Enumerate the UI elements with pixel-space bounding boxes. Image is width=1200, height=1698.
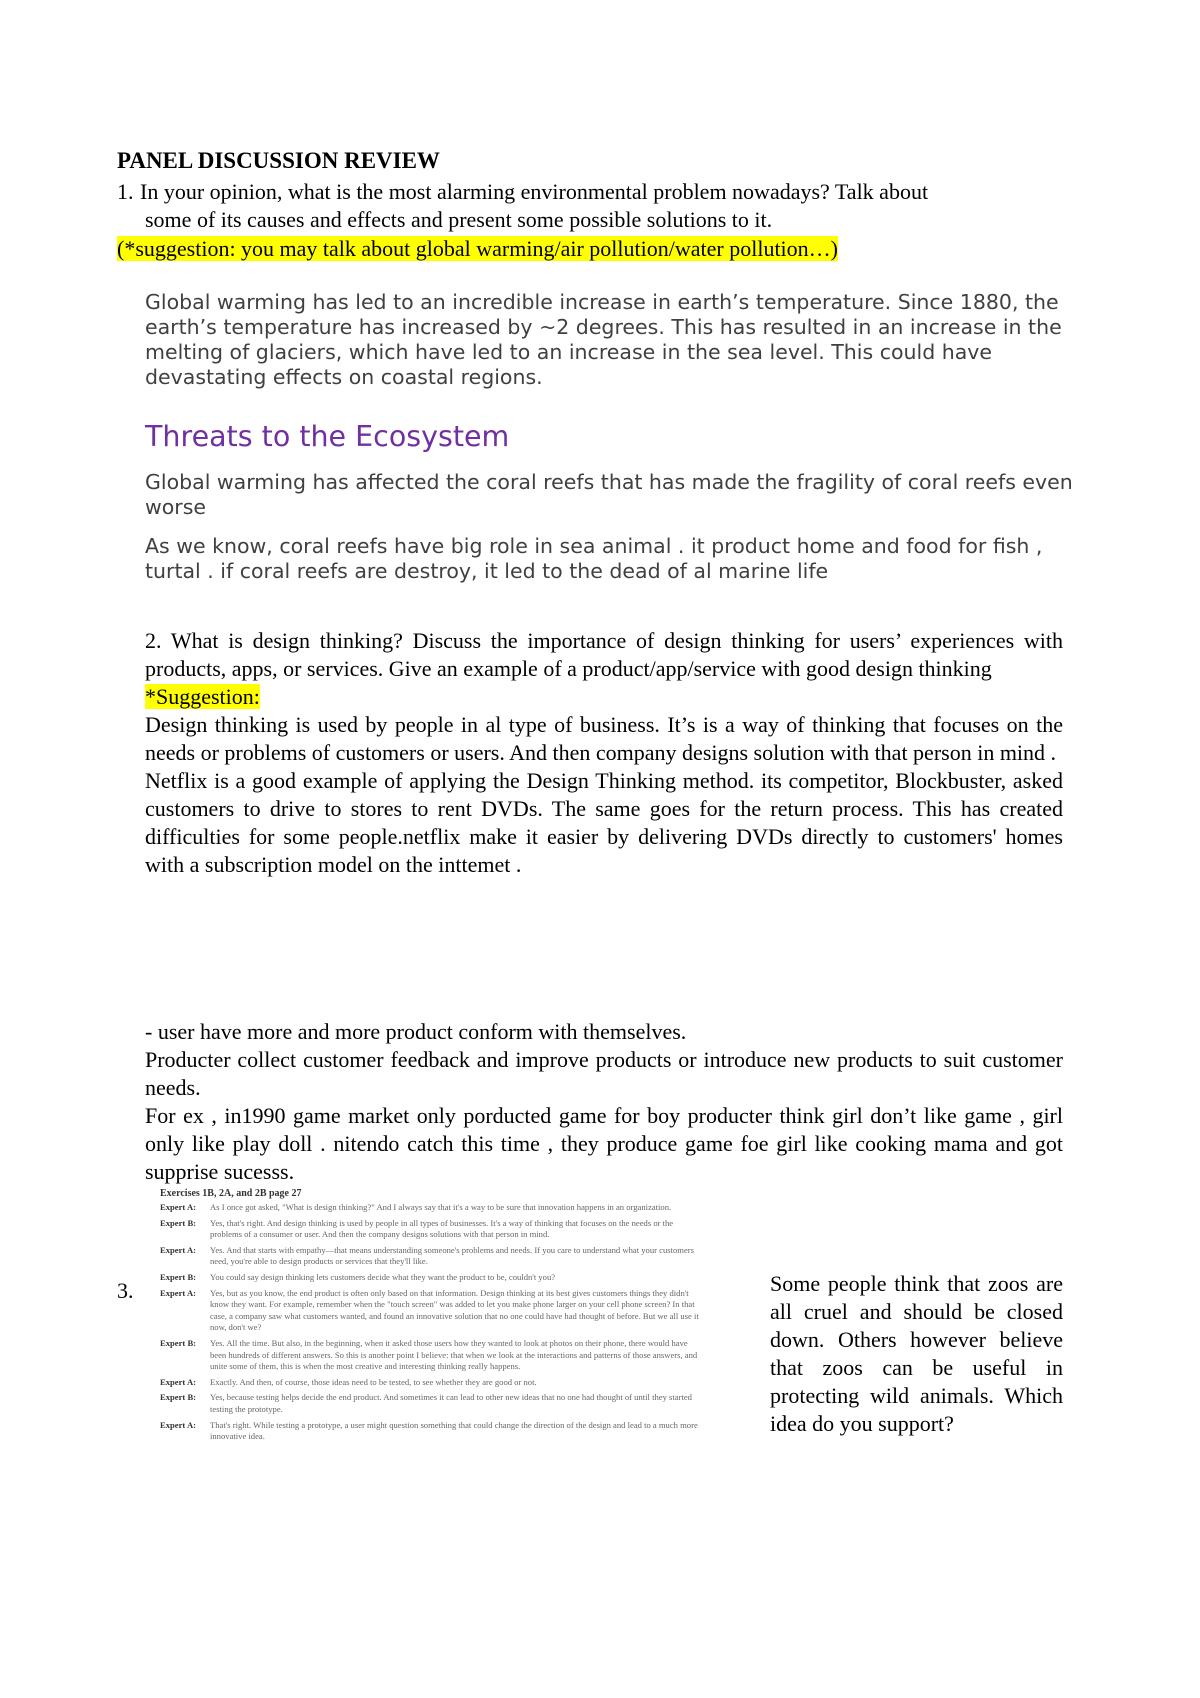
question-1-line-2: some of its causes and effects and present some possible solutions to it. [145,207,773,232]
question-1-number: 1. [117,179,134,204]
transcript-rows [160,1202,700,1443]
transcript-text: You could say design thinking lets customers decide what they want the product to be, couldn't you? [210,1271,556,1282]
question-1-line-1: In your opinion, what is the most alarming environmental problem nowadays? Talk about [140,179,929,204]
question-1-suggestion-highlight: (*suggestion: you may talk about global warming/air pollution/water pollution…) [117,236,838,261]
transcript-text: Yes, but as you know, the end product is often only based on that information. Design thinking at its best gives customers things they didn't know they want. For example, remember when the "touch screen" was added to let you make phone larger on your cell phone screen? In that case, a company saw what customers wanted, and found an innovative solution that no one could have had thought of before. But we all use it now, don't we? [210,1287,699,1333]
transcript-row [160,1338,700,1373]
transcript-speaker: Expert A: [160,1244,197,1255]
transcript-speaker: Expert B: [160,1271,197,1282]
question-1 [117,178,1062,234]
transcript-row [160,1392,700,1415]
transcript-text: As I once got asked, "What is design thinking?" And I always say that it's a way to be sure that innovation happens in an organization. [210,1202,672,1212]
question-2-notes [145,1018,1063,1186]
transcript-title: Exercises 1B, 2A, and 2B page 27 [160,1188,302,1199]
transcript-text: Exactly. And then, of course, those ideas need to be tested, to see whether they are good or not. [210,1376,537,1387]
ecosystem-paragraph-2: As we know, coral reefs have big role in sea animal . it product home and food for fish , turtal . if coral reefs are destroy, it led to the dead of al marine life [145,534,1043,583]
question-3-number: 3. [117,1278,134,1303]
transcript-row [160,1420,700,1443]
question-2-note-1: - user have more and more product conform with themselves. [145,1019,687,1044]
transcript-row [160,1202,700,1214]
question-2-paragraph-1: Design thinking is used by people in al type of business. It’s is a way of thinking that focuses on the needs or problems of customers or users. And then company designs solution with that person in mind . [145,712,1063,765]
transcript-speaker: Expert A: [160,1287,197,1298]
question-2-note-2: Producter collect customer feedback and improve products or introduce new products to suit customer needs. [145,1047,1063,1100]
question-2-note-3: For ex , in1990 game market only porducted game for boy producter think girl don’t like game , girl only like play doll . nitendo catch this time , they produce game foe girl like cooking mama and got supprise sucesss. [145,1103,1063,1184]
transcript-image [160,1188,700,1506]
document-title: PANEL DISCUSSION REVIEW [117,148,440,173]
section-heading-threats: Threats to the Ecosystem [145,420,510,453]
transcript-speaker: Expert B: [160,1392,197,1403]
question-1-suggestion [117,235,838,263]
transcript-speaker: Expert B: [160,1337,197,1348]
transcript-row [160,1218,700,1241]
question-2-text: 2. What is design thinking? Discuss the importance of design thinking for users’ experiences with products, apps, or services. Give an example of a product/app/service with good design thinking [145,628,1063,681]
transcript-row [160,1245,700,1268]
question-2-suggestion-label: *Suggestion: [145,684,260,709]
question-2 [145,627,1063,879]
transcript-text: That's right. While testing a prototype, a user might question something that could change the direction of the design and lead to a much more innovative idea. [210,1419,698,1442]
transcript-row [160,1272,700,1284]
transcript-speaker: Expert B: [160,1217,197,1228]
transcript-text: Yes, because testing helps decide the end product. And sometimes it can lead to other new ideas that no one had thought of until they started testing the prototype. [210,1392,692,1414]
transcript-text: Yes, that's right. And design thinking is used by people in all types of businesses. It's a way of thinking that focuses on the needs or the problems of a consumer or user. And then the company designs solutions with that person in mind. [210,1217,674,1240]
question-1-text [140,178,1062,234]
transcript-speaker: Expert A: [160,1376,197,1387]
transcript-row [160,1377,700,1389]
question-3-text: Some people think that zoos are all cruel and should be closed down. Others however believe that zoos can be useful in protecting wild animals. Which idea do you support? [770,1271,1063,1436]
transcript-speaker: Expert A: [160,1419,197,1430]
transcript-speaker: Expert A: [160,1202,197,1212]
transcript-row [160,1288,700,1334]
question-2-paragraph-2: Netflix is a good example of applying the Design Thinking method. its competitor, Blockbuster, asked customers to drive to stores to rent DVDs. The same goes for the return process. This has created difficulties for some people.netflix make it easier by delivering DVDs directly to customers' homes with a subscription model on the inttemet . [145,768,1063,877]
transcript-text: Yes. All the time. But also, in the beginning, when it asked those users how they wanted to look at photos on their phone, there would have been hundreds of different answers. So this is another point I believe: that when we look at the interactions and patterns of those answers, and unite some of them, this is when the most creative and interesting thinking really happens. [210,1337,698,1372]
transcript-text: Yes. And that starts with empathy—that means understanding someone's problems and needs. If you care to understand what your customers need, you're able to design products or services that they'll like. [210,1244,694,1267]
question-1-answer: Global warming has led to an incredible increase in earth’s temperature. Since 1880, the earth’s temperature has increased by ~2 degrees. This has resulted in an increase in the melting of glaciers, which have led to an increase in the sea level. This could have devastating effects on coastal regions. [145,290,1062,389]
ecosystem-paragraph-1: Global warming has affected the coral reefs that has made the fragility of coral reefs even worse [145,470,1073,519]
